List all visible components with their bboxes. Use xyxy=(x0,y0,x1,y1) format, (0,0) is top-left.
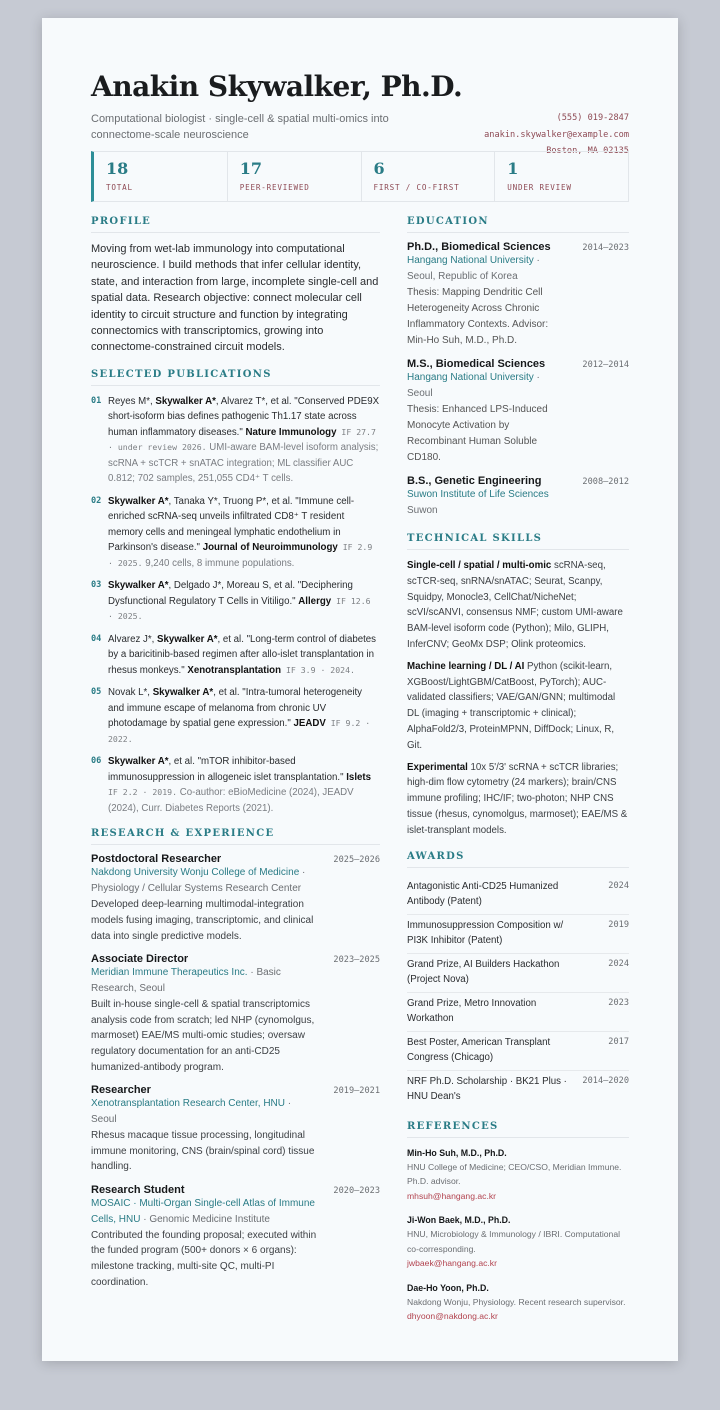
entry-description: Contributed the founding proposal; executed within the funded program (500+ donors × 6 organs): milestone tracking, multi-site QC, multi-PI coordination. xyxy=(91,1229,317,1288)
pub-journal: JEADV xyxy=(293,718,326,730)
pub-meta: IF 2.2 · 2019. xyxy=(108,787,178,798)
entry-role: Researcher xyxy=(91,1084,151,1097)
pub-journal: Allergy xyxy=(298,595,332,607)
publication-item xyxy=(91,494,380,572)
pub-citation: Skywalker A*, et al. "mTOR inhibitor-based immunosuppression in allogeneic islet transplantation." Islets IF 2.2 · 2019. Co-author: eBioMedicine (2024), JEADV (2024), Curr. Diabetes Reports (2021). xyxy=(108,756,372,814)
award-year: 2024 xyxy=(608,880,629,891)
entry-date: 2008–2012 xyxy=(582,477,629,487)
pub-note: Co-author: eBioMedicine (2024), JEADV (2024), Curr. Diabetes Reports (2021). xyxy=(108,787,354,814)
pub-number: 06 xyxy=(91,756,102,767)
entry-org: Meridian Immune Therapeutics Inc. · Basic Research, Seoul xyxy=(91,967,281,995)
award-name: Antagonistic Anti-CD25 Humanized Antibody (Patent) xyxy=(407,880,559,908)
skills-list xyxy=(407,558,629,839)
school: Hangang National University · xyxy=(407,255,540,266)
award-name: Best Poster, American Transplant Congress (Chicago) xyxy=(407,1036,551,1064)
reference-item xyxy=(407,1213,629,1271)
stat-label: TOTAL xyxy=(106,183,133,192)
reference-email-link[interactable]: dhyoon@nakdong.ac.kr xyxy=(407,1311,498,1322)
pub-number: 03 xyxy=(91,580,102,591)
email-link[interactable]: anakin.skywalker@example.com xyxy=(484,129,629,140)
entry-date: 2014–2023 xyxy=(582,243,629,253)
experience-list xyxy=(91,853,380,1290)
reference-email-link[interactable]: mhsuh@hangang.ac.kr xyxy=(407,1190,496,1201)
thesis: Thesis: Mapping Dendritic Cell Heterogeneity Across Chronic Inflammatory Contexts. Advisor: Min-Ho Suh, M.D., Ph.D. xyxy=(407,287,549,346)
education-entry xyxy=(407,475,629,519)
pub-journal: Xenotransplantation xyxy=(187,664,282,676)
education-list xyxy=(407,241,629,519)
tagline: Computational biologist · single-cell & spatial multi-omics into connectome-scale neuroscience xyxy=(91,113,389,141)
school-place: Seoul, Republic of Korea xyxy=(407,271,518,282)
pub-meta: IF 3.9 · 2024. xyxy=(281,664,355,675)
entry-org: MOSAIC · Multi-Organ Single-cell Atlas of Immune Cells, HNU · Genomic Medicine Institute xyxy=(91,1197,315,1225)
references-list xyxy=(407,1146,629,1324)
degree: Ph.D., Biomedical Sciences xyxy=(407,241,551,253)
location: Boston, MA 02135 xyxy=(546,146,629,156)
pub-citation: Skywalker A*, Delgado J*, Moreau S, et al. "Deciphering Dysfunctional Regulatory T Cells in Vitiligo." Allergy IF 12.6 · 2025. xyxy=(108,580,371,622)
reference-affiliation: Nakdong Wonju, Physiology. Recent research supervisor. xyxy=(407,1296,626,1307)
entry-role: Research Student xyxy=(91,1183,185,1196)
entry-role: Associate Director xyxy=(91,953,189,966)
left-column xyxy=(91,216,380,1299)
experience-entry xyxy=(91,1184,380,1290)
publication-item xyxy=(91,754,380,816)
school: Hangang National University · xyxy=(407,372,540,383)
experience-entry xyxy=(91,1084,380,1175)
publication-item xyxy=(91,685,380,747)
pub-number: 02 xyxy=(91,495,102,506)
thesis: Thesis: Enhanced LPS-Induced Monocyte Activation by Recombinant Human Soluble CD180. xyxy=(407,404,548,463)
pub-number: 04 xyxy=(91,633,102,644)
profile-text: Moving from wet-lab immunology into computational neuroscience. I build methods that infer cellular identity, state, and interaction from large, incomplete single-cell and spatial data. Research objective: connect molecular cell identity to circuit structure and function by integrating connectomics with transcriptomics, growing into connectome-constrained circuit models. xyxy=(91,243,379,354)
education-entry xyxy=(407,358,629,466)
stat-value: 6 xyxy=(373,159,385,178)
pub-meta: IF 2.9 · 2025. xyxy=(108,542,373,568)
reference-name: Dae-Ho Yoon, Ph.D. xyxy=(407,1282,489,1293)
pub-journal: Islets xyxy=(346,771,372,783)
candidate-name: Anakin Skywalker, Ph.D. xyxy=(91,70,463,103)
award-name: Grand Prize, Metro Innovation Workathon xyxy=(407,997,537,1025)
right-column xyxy=(407,216,629,1334)
reference-affiliation: HNU, Microbiology & Immunology / IBRI. Computational co-corresponding. xyxy=(407,1229,621,1254)
pub-number: 01 xyxy=(91,395,102,406)
pub-meta: IF 27.7 · under review 2026. xyxy=(108,426,376,453)
entry-org: Xenotransplantation Research Center, HNU · Seoul xyxy=(91,1098,292,1126)
entry-date: 2019–2021 xyxy=(333,1086,380,1097)
section-title-publications: SELECTED PUBLICATIONS xyxy=(91,369,380,386)
award-item xyxy=(407,1071,629,1109)
entry-date: 2025–2026 xyxy=(333,855,380,866)
entry-description: Rhesus macaque tissue processing, longitudinal immune monitoring, CNS (brain/spinal cord) tissue handling. xyxy=(91,1130,315,1173)
publication-item xyxy=(91,632,380,679)
entry-date: 2012–2014 xyxy=(582,360,629,370)
school-place: Suwon xyxy=(407,505,438,516)
pub-number: 05 xyxy=(91,687,102,698)
school-place: Seoul xyxy=(407,388,433,399)
reference-item xyxy=(407,1281,629,1324)
pub-journal: Journal of Neuroimmunology xyxy=(202,542,338,554)
pub-meta: IF 9.2 · 2022. xyxy=(108,718,371,744)
stat-value: 17 xyxy=(239,159,263,178)
award-name: Grand Prize, AI Builders Hackathon (Project Nova) xyxy=(407,958,560,986)
section-title-skills: TECHNICAL SKILLS xyxy=(407,533,629,550)
stat-label: UNDER REVIEW xyxy=(507,183,572,192)
section-title-experience: RESEARCH & EXPERIENCE xyxy=(91,828,380,845)
school: Suwon Institute of Life Sciences xyxy=(407,489,549,500)
award-year: 2017 xyxy=(608,1036,629,1047)
education-entry xyxy=(407,241,629,349)
resume-page xyxy=(42,18,678,1361)
entry-description: Developed deep-learning multimodal-integration models fusing imaging, transcriptomic, and clinical data into single predictive models. xyxy=(91,899,314,942)
entry-date: 2023–2025 xyxy=(333,955,380,966)
awards-list xyxy=(407,876,629,1109)
entry-description: Built in-house single-cell & spatial transcriptomics analysis code from scratch; led NHP (cynomolgus, marmoset) EAE/MS multi-omic studies; oversaw regulatory documentation for an anti-CD25 humanized-antibody program. xyxy=(91,999,315,1073)
entry-role: Postdoctoral Researcher xyxy=(91,853,222,866)
reference-name: Min-Ho Suh, M.D., Ph.D. xyxy=(407,1147,507,1158)
publication-stats xyxy=(91,151,629,202)
pub-note: 9,240 cells, 8 immune populations. xyxy=(142,557,295,569)
pub-meta: IF 12.6 · 2025. xyxy=(108,595,371,622)
pub-citation: Alvarez J*, Skywalker A*, et al. "Long-term control of diabetes by a baricitinib-based regimen after allo-islet transplantation in rhesus monkeys." Xenotransplantation IF 3.9 · 2024. xyxy=(108,633,377,676)
award-year: 2024 xyxy=(608,958,629,969)
award-item xyxy=(407,1032,629,1071)
stat-value: 1 xyxy=(507,159,519,178)
pub-citation: Skywalker A*, Tanaka Y*, Truong P*, et al. "Immune cell-enriched scRNA-seq unveils infiltrated CD8⁺ T resident memory cells and meningeal lymphatic endothelium in Parkinson's disease." Journal of Neuroimmunology IF 2.9 · 2025. 9,240 cells, 8 immune populations. xyxy=(108,495,373,569)
pub-citation: Novak L*, Skywalker A*, et al. "Intra-tumoral heterogeneity and immune escape of melanoma from chronic UV photodamage by spatial gene expression." JEADV IF 9.2 · 2022. xyxy=(108,687,371,744)
reference-affiliation: HNU College of Medicine; CEO/CSO, Meridian Immune. Ph.D. advisor. xyxy=(407,1161,622,1187)
award-item xyxy=(407,954,629,993)
stat-under-review xyxy=(495,151,629,202)
pub-note: UMI-aware BAM-level isoform analysis; scRNA + scTCR + snATAC integration; ML classifier AUC 0.812; 702 samples, 251,055 CD4⁺ T cells. xyxy=(108,442,379,485)
reference-name: Ji-Won Baek, M.D., Ph.D. xyxy=(407,1215,511,1226)
degree: M.S., Biomedical Sciences xyxy=(407,358,546,370)
award-item xyxy=(407,915,629,954)
award-year: 2019 xyxy=(608,919,629,930)
reference-item xyxy=(407,1146,629,1204)
section-title-education: EDUCATION xyxy=(407,216,629,233)
section-title-awards: AWARDS xyxy=(407,851,629,868)
skill-group: Machine learning / DL / AI Python (scikit-learn, XGBoost/LightGBM/CatBoost, PyTorch); AUC-validated classifiers; VAE/GAN/GNN; multimodal DL (imaging + transcriptomic + clinical); AlphaFold2/3, ProteinMPNN, DiffDock; Linux, R, Git. xyxy=(407,660,616,751)
section-title-profile: PROFILE xyxy=(91,216,380,233)
section-title-references: REFERENCES xyxy=(407,1121,629,1138)
stat-value: 18 xyxy=(106,159,129,178)
award-name: NRF Ph.D. Scholarship · BK21 Plus · HNU Dean's xyxy=(407,1075,567,1103)
phone: (555) 019-2847 xyxy=(556,113,629,123)
stat-first-author xyxy=(362,151,496,202)
experience-entry xyxy=(91,853,380,944)
pub-journal: Nature Immunology xyxy=(245,426,337,438)
publication-item xyxy=(91,578,380,625)
skill-group: Single-cell / spatial / multi-omic scRNA-seq, scTCR-seq, snRNA/snATAC; Seurat, Scanpy, Squidpy, Monocle3, CellChat/NicheNet; scVI/scANVI, consensus NMF; custom UMI-aware BAM-level isoform code (Python); Milo, GLIPH, InferCNV; GeoMx DSP; Olink proteomics. xyxy=(407,560,623,650)
stat-label: FIRST / CO-FIRST xyxy=(373,183,460,192)
stat-total xyxy=(91,151,228,202)
publication-item xyxy=(91,394,380,487)
header xyxy=(91,70,629,156)
award-item xyxy=(407,876,629,915)
degree: B.S., Genetic Engineering xyxy=(407,475,542,487)
entry-date: 2020–2023 xyxy=(333,1185,380,1196)
skill-group: Experimental 10x 5'/3' scRNA + scTCR libraries; high-dim flow cytometry (24 markers); brain/CNS immune profiling; IHC/IF; two-photon; NHP CNS tissue (rhesus, cynomolgus, marmoset); EAE/MS & islet-transplant models. xyxy=(407,761,628,836)
entry-org: Nakdong University Wonju College of Medicine · Physiology / Cellular Systems Research Center xyxy=(91,867,306,895)
award-year: 2023 xyxy=(608,997,629,1008)
award-year: 2014–2020 xyxy=(582,1075,629,1086)
pub-citation: Reyes M*, Skywalker A*, Alvarez T*, et al. "Conserved PDE9X short-isoform bias defines pathogenic Th1.17 state across human inflammatory diseases." Nature Immunology IF 27.7 · under review 2026. UMI-aware BAM-level isoform analysis; scRNA + scTCR + snATAC integration; ML classifier AUC 0.812; 702 samples, 251,055 CD4⁺ T cells. xyxy=(108,395,380,485)
stat-label: PEER-REVIEWED xyxy=(239,183,310,192)
award-item xyxy=(407,993,629,1032)
experience-entry xyxy=(91,953,380,1075)
reference-email-link[interactable]: jwbaek@hangang.ac.kr xyxy=(407,1258,497,1269)
stat-peer-reviewed xyxy=(228,151,362,202)
publication-list xyxy=(91,394,380,817)
award-name: Immunosuppression Composition w/ PI3K Inhibitor (Patent) xyxy=(407,919,564,947)
